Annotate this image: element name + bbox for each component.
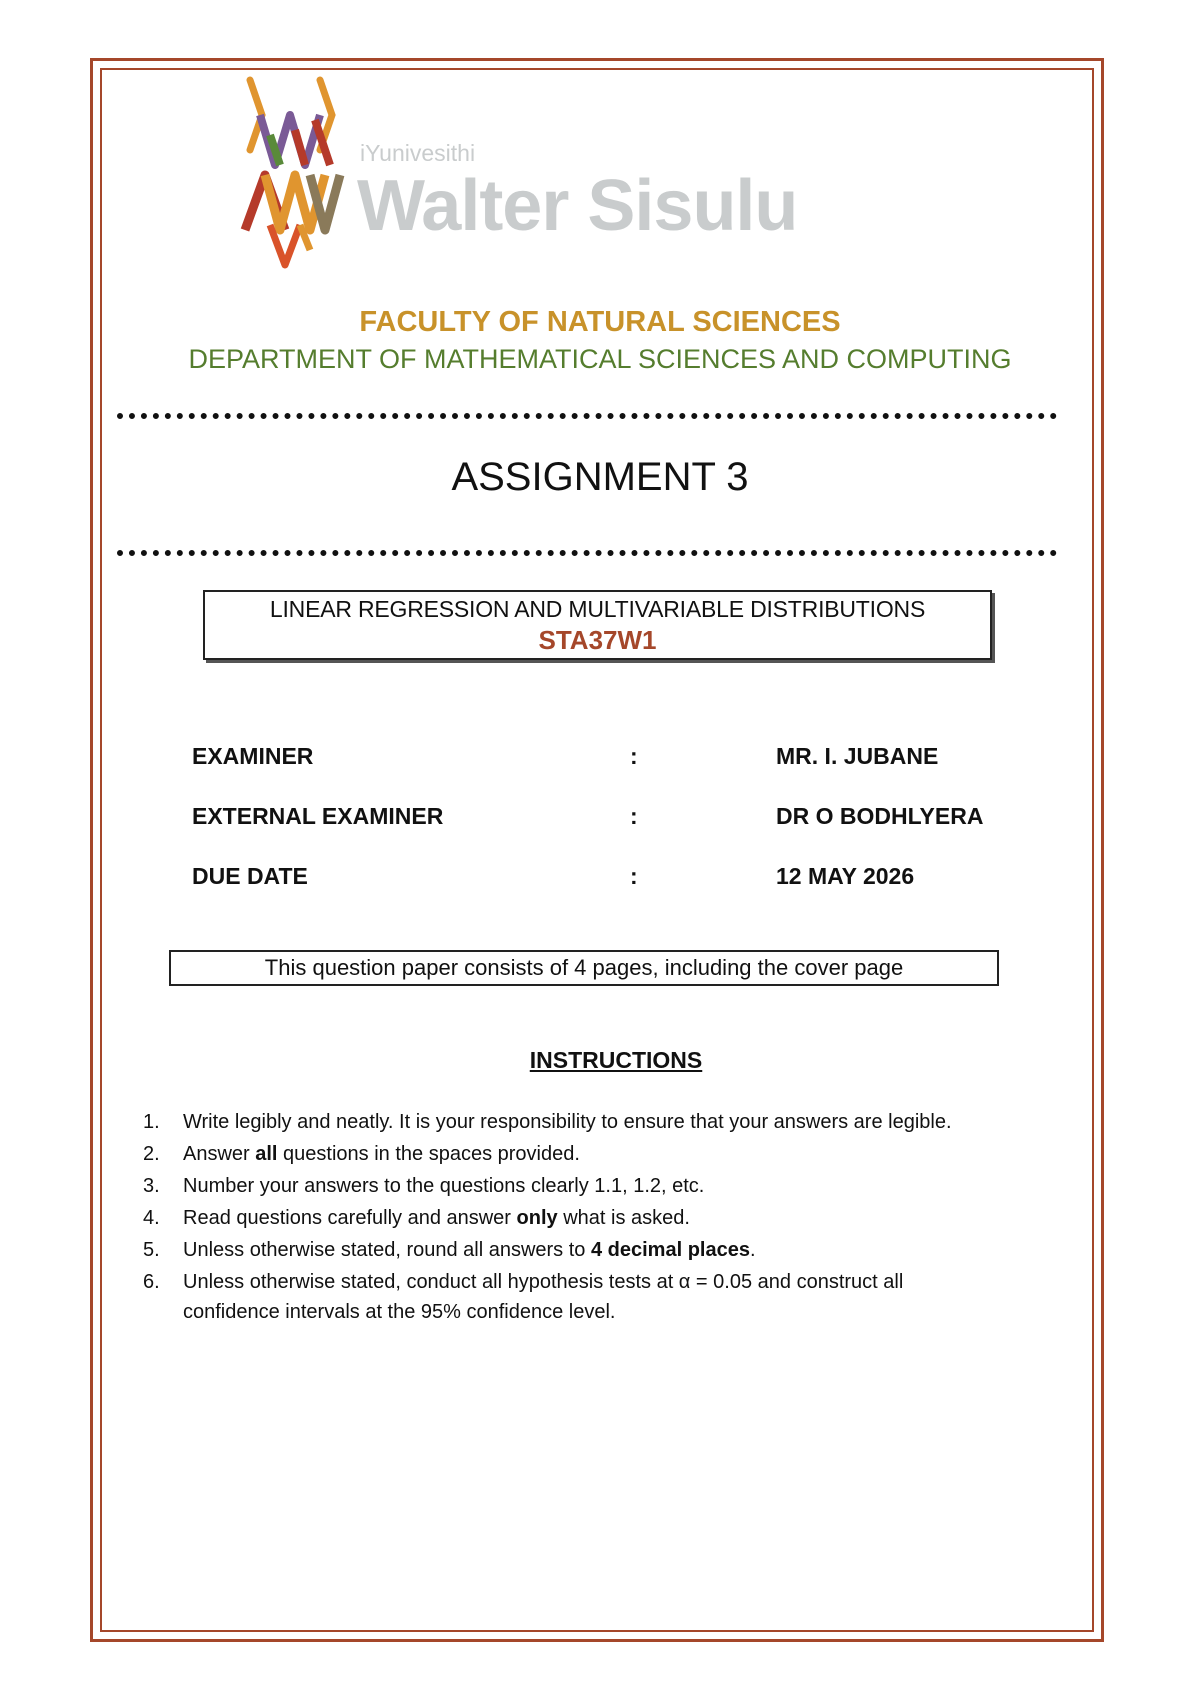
instruction-emphasis: 4 decimal places <box>590 1239 750 1261</box>
instructions-list <box>143 1106 1083 1326</box>
course-box <box>203 590 992 660</box>
dotted-divider-bottom <box>117 550 1057 556</box>
instruction-item <box>143 1106 1083 1138</box>
instruction-number: 3. <box>143 1175 160 1197</box>
page-border-inner <box>100 68 1094 1632</box>
instructions-heading: INSTRUCTIONS <box>529 1047 703 1073</box>
logo-wordmark: Walter Sisulu <box>357 166 798 246</box>
course-name: LINEAR REGRESSION AND MULTIVARIABLE DISTRIBUTIONS <box>269 596 926 622</box>
instruction-item <box>143 1202 1083 1234</box>
instruction-text: Number your answers to the questions clearly 1.1, 1.2, etc. <box>183 1175 705 1197</box>
instruction-text: Answer <box>183 1143 256 1165</box>
info-colon: : <box>630 863 638 889</box>
instruction-item <box>143 1234 1083 1266</box>
instruction-text: confidence intervals at the 95% confidence level. <box>183 1301 616 1323</box>
university-logo <box>240 75 840 275</box>
dotted-divider-top <box>117 413 1057 419</box>
info-row-external-examiner <box>0 803 1200 837</box>
info-row-examiner <box>0 743 1200 777</box>
instruction-item <box>143 1266 1083 1326</box>
instruction-text: Write legibly and neatly. It is your responsibility to ensure that your answers are legible. <box>183 1111 952 1133</box>
instruction-number: 6. <box>143 1271 160 1293</box>
instruction-item <box>143 1170 1083 1202</box>
info-label: EXTERNAL EXAMINER <box>192 803 444 829</box>
info-colon: : <box>630 803 638 829</box>
info-value: 12 MAY 2026 <box>776 863 915 889</box>
logo-subtitle: iYunivesithi <box>360 140 476 166</box>
assignment-title: ASSIGNMENT 3 <box>451 455 749 499</box>
logo-mark-icon <box>240 75 360 275</box>
info-colon: : <box>630 743 638 769</box>
instruction-text: . <box>749 1239 756 1261</box>
instruction-number: 5. <box>143 1239 160 1261</box>
instruction-emphasis: only <box>516 1207 558 1229</box>
instruction-text: Read questions carefully and answer <box>183 1207 517 1229</box>
instruction-text: Unless otherwise stated, round all answers to <box>183 1239 591 1261</box>
instruction-text: what is asked. <box>557 1207 690 1229</box>
info-label: EXAMINER <box>192 743 314 769</box>
instruction-number: 1. <box>143 1111 160 1133</box>
instruction-text: Unless otherwise stated, conduct all hypothesis tests at α = 0.05 and construct all <box>183 1271 904 1293</box>
instruction-text: questions in the spaces provided. <box>277 1143 580 1165</box>
instruction-item <box>143 1138 1083 1170</box>
course-code: STA37W1 <box>538 625 657 655</box>
faculty-name: FACULTY OF NATURAL SCIENCES <box>359 306 841 338</box>
info-value: MR. I. JUBANE <box>776 743 939 769</box>
info-row-due-date <box>0 863 1200 897</box>
instruction-number: 2. <box>143 1143 160 1165</box>
instruction-number: 4. <box>143 1207 160 1229</box>
page-count-note: This question paper consists of 4 pages, including the cover page <box>169 950 999 986</box>
info-value: DR O BODHLYERA <box>776 803 984 829</box>
department-name: DEPARTMENT OF MATHEMATICAL SCIENCES AND COMPUTING <box>188 344 1012 374</box>
info-label: DUE DATE <box>192 863 308 889</box>
instruction-emphasis: all <box>255 1143 278 1165</box>
